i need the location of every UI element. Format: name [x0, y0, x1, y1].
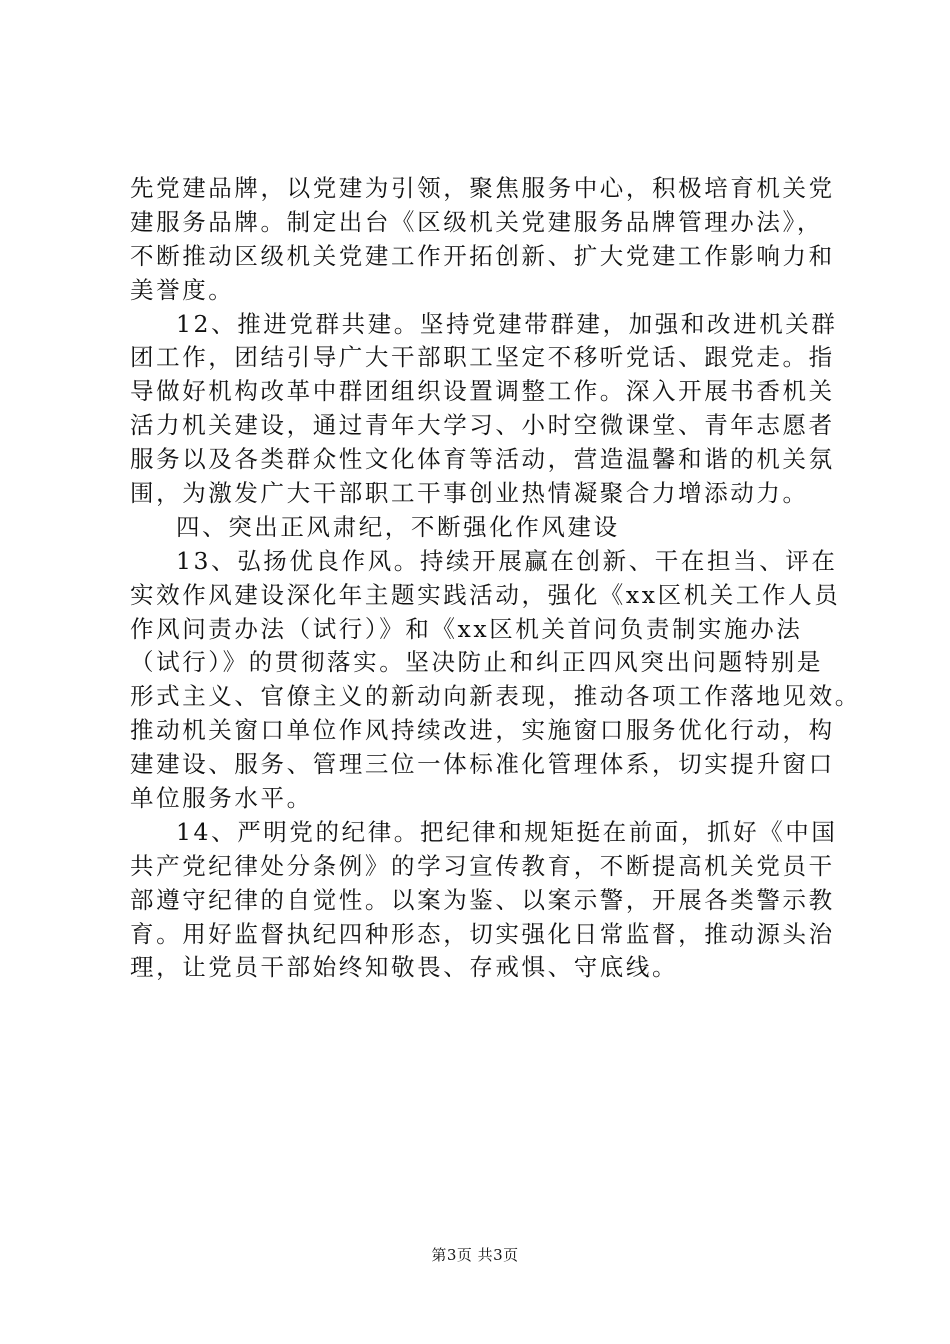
text-line: 部遵守纪律的自觉性。以案为鉴、以案示警，开展各类警示教 — [130, 885, 835, 914]
text-line: 导做好机构改革中群团组织设置调整工作。深入开展书香机关 — [130, 377, 835, 406]
text-line: 美誉度。 — [130, 275, 235, 304]
text-line: 建建设、服务、管理三位一体标准化管理体系，切实提升窗口 — [130, 750, 835, 779]
text-line: 育。用好监督执纪四种形态，切实强化日常监督，推动源头治 — [130, 919, 835, 948]
text-line: 服务以及各类群众性文化体育等活动，营造温馨和谐的机关氛 — [130, 445, 835, 474]
text-line: 作风问责办法（试行）》和《xx区机关首问负责制实施办法 — [130, 614, 803, 643]
text-line: 不断推动区级机关党建工作开拓创新、扩大党建工作影响力和 — [130, 241, 835, 270]
text-line: 实效作风建设深化年主题实践活动，强化《xx区机关工作人员 — [130, 580, 841, 609]
text-line: 团工作，团结引导广大干部职工坚定不移听党话、跟党走。指 — [130, 343, 835, 372]
text-line: 单位服务水平。 — [130, 784, 313, 813]
text-line: 推动机关窗口单位作风持续改进，实施窗口服务优化行动，构 — [130, 716, 835, 745]
document-body — [130, 172, 861, 985]
text-line: 活力机关建设，通过青年大学习、小时空微课堂、青年志愿者 — [130, 411, 835, 440]
paragraph-12-heading-line: 12、推进党群共建。坚持党建带群建，加强和改进机关群 — [176, 309, 838, 338]
text-line: 建服务品牌。制定出台《区级机关党建服务品牌管理办法》， — [130, 207, 823, 236]
paragraph-13-heading-line: 13、弘扬优良作风。持续开展赢在创新、干在担当、评在 — [176, 546, 838, 575]
paragraph-14-heading-line: 14、严明党的纪律。把纪律和规矩挺在前面，抓好《中国 — [176, 817, 838, 846]
text-line: 共产党纪律处分条例》的学习宣传教育，不断提高机关党员干 — [130, 851, 835, 880]
text-line: 形式主义、官僚主义的新动向新表现，推动各项工作落地见效。 — [130, 682, 861, 711]
text-line: 理，让党员干部始终知敬畏、存戒惧、守底线。 — [130, 953, 679, 982]
page-number-footer: 第3页 共3页 — [431, 1246, 519, 1264]
text-line: 先党建品牌，以党建为引领，聚焦服务中心，积极培育机关党 — [130, 174, 835, 202]
text-line: 围，为激发广大干部职工干事创业热情凝聚合力增添动力。 — [130, 479, 809, 508]
section-heading: 四、突出正风肃纪，不断强化作风建设 — [176, 512, 620, 541]
text-line: （试行）》的贯彻落实。坚决防止和纠正四风突出问题特别是 — [130, 648, 823, 677]
